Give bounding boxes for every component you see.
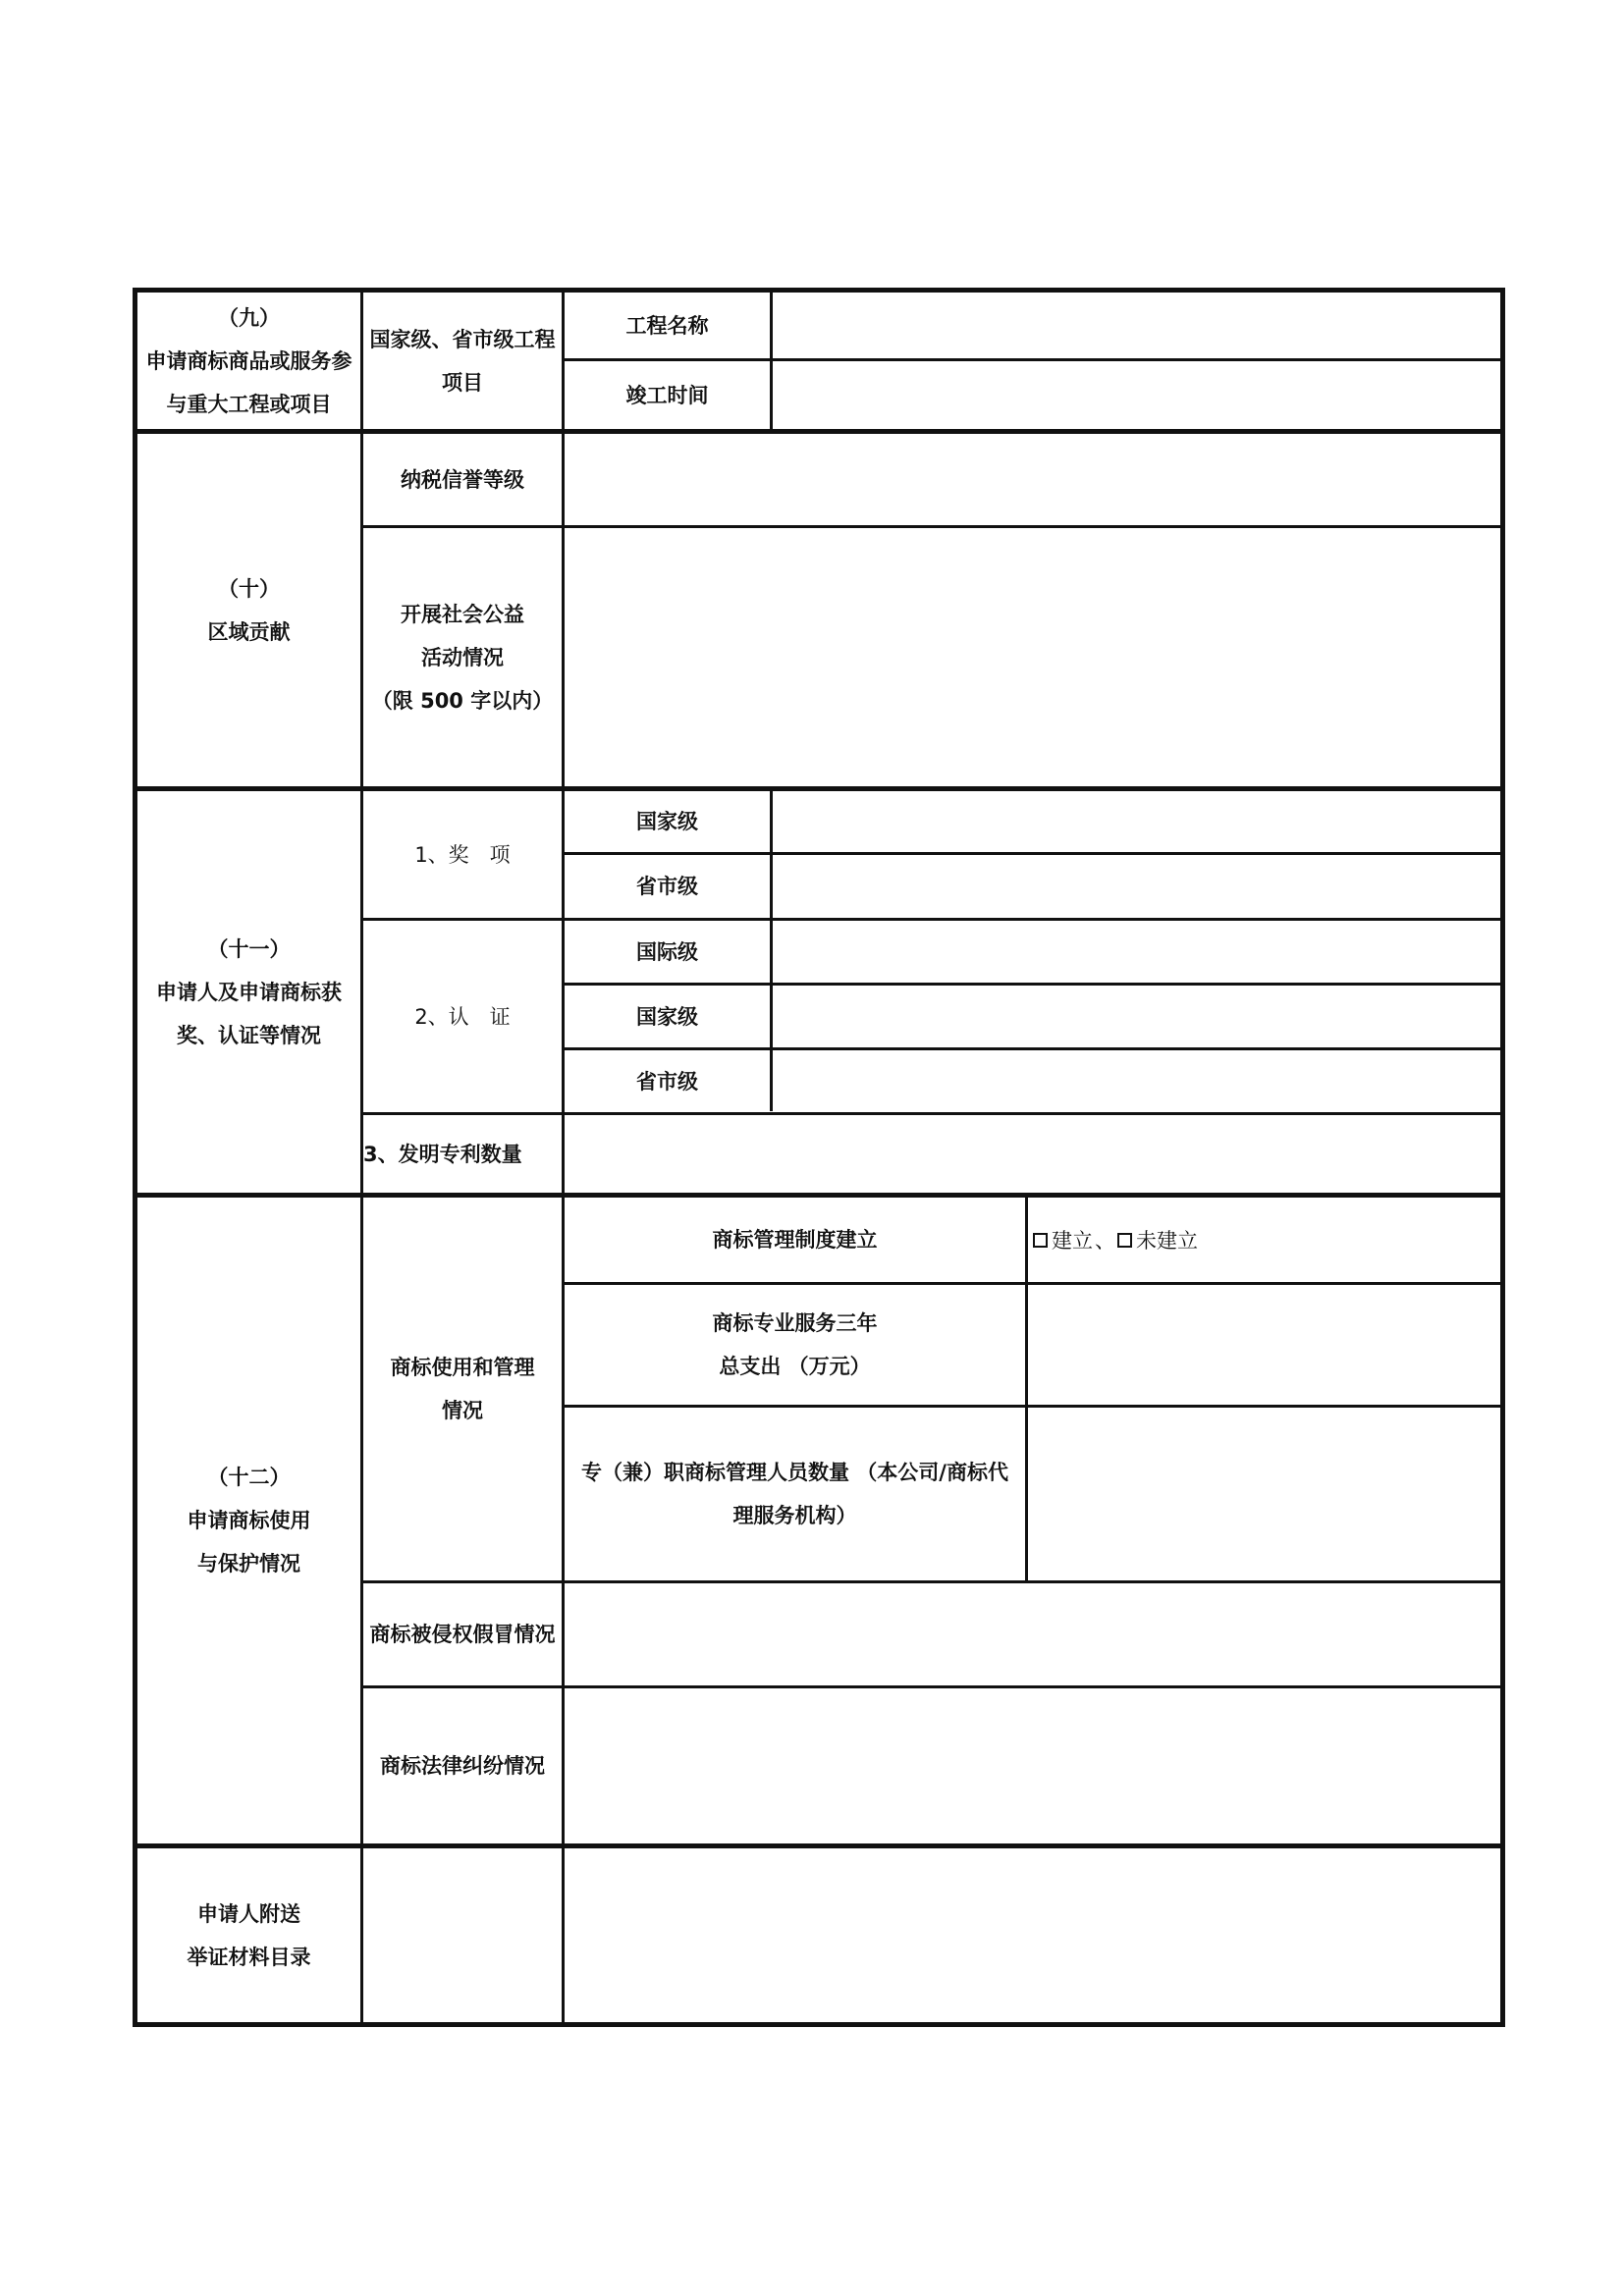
cert-national-field[interactable] [773,986,1500,1047]
sec11-header: （十一） 申请人及申请商标获 奖、认证等情况 [137,791,360,1193]
management-system-options [1033,1198,1198,1282]
staff-count-field[interactable] [1028,1408,1500,1580]
application-form-table [133,288,1505,2027]
awards-provincial-label: 省市级 [636,875,698,898]
cert-national-label: 国家级 [636,1004,698,1029]
awards-national-field[interactable] [773,791,1500,852]
certification-label: 2、认 证 [414,1004,511,1029]
staff-count-label: 专（兼）职商标管理人员数量 （本公司/商标代 理服务机构） [581,1461,1008,1527]
public-welfare-label: 开展社会公益 活动情况 （限 500 字以内） [371,602,554,713]
sec9-sub-line-1: 国家级、省市级工程 [369,327,556,351]
attachments-label: 申请人附送 举证材料目录 [187,1901,311,1969]
legal-dispute-field[interactable] [565,1688,1500,1843]
tax-credit-label: 纳税信誉等级 [401,467,524,492]
sec9-number: （九） [218,305,280,330]
sec12-number: （十二） [207,1466,291,1489]
public-welfare-field[interactable] [565,528,1500,786]
service-spend-label: 商标专业服务三年 总支出 （万元） [712,1311,878,1378]
cert-international-label: 国际级 [636,939,698,964]
sec10-header [137,434,360,786]
management-system-label: 商标管理制度建立 [712,1228,878,1252]
infringement-field[interactable] [565,1583,1500,1685]
cert-provincial-label: 省市级 [636,1069,698,1094]
sec9-title-line-2: 与重大工程或项目 [166,392,332,416]
completion-time-field[interactable] [773,361,1500,429]
infringement-label: 商标被侵权假冒情况 [369,1623,556,1646]
sec10-title: 区域贡献 [207,619,291,644]
sec10-number: （十） [218,576,280,601]
established-checkbox[interactable] [1033,1233,1048,1248]
not-established-option-label: 未建立 [1136,1229,1198,1253]
tax-credit-field[interactable] [565,434,1500,525]
sec12-header: （十二） 申请商标使用 与保护情况 [137,1198,360,1843]
trademark-usage-label: 商标使用和管理 情况 [390,1356,535,1422]
option-separator: 、 [1095,1229,1115,1253]
service-spend-field[interactable] [1028,1285,1500,1405]
project-name-label: 工程名称 [625,313,709,338]
project-name-field[interactable] [773,293,1500,358]
sec9-title-line-1: 申请商标商品或服务参 [145,348,352,373]
established-option-label: 建立 [1052,1229,1093,1253]
awards-provincial-field[interactable] [773,855,1500,918]
patents-field[interactable] [565,1115,1500,1193]
sec9-sub-line-2: 项目 [442,370,483,395]
cert-international-field[interactable] [773,921,1500,983]
completion-time-label: 竣工时间 [625,383,709,407]
cert-provincial-field[interactable] [773,1050,1500,1112]
attachments-field[interactable] [363,1848,1500,2022]
not-established-checkbox[interactable] [1117,1233,1132,1248]
awards-label: 1、奖 项 [414,842,511,867]
sec9-project-level-label [363,293,562,429]
legal-dispute-label: 商标法律纠纷情况 [380,1754,545,1778]
sec9-header [137,293,360,429]
patents-label: 3、发明专利数量 [363,1142,522,1166]
awards-national-label: 国家级 [636,810,698,833]
sec11-number: （十一） [207,936,291,961]
